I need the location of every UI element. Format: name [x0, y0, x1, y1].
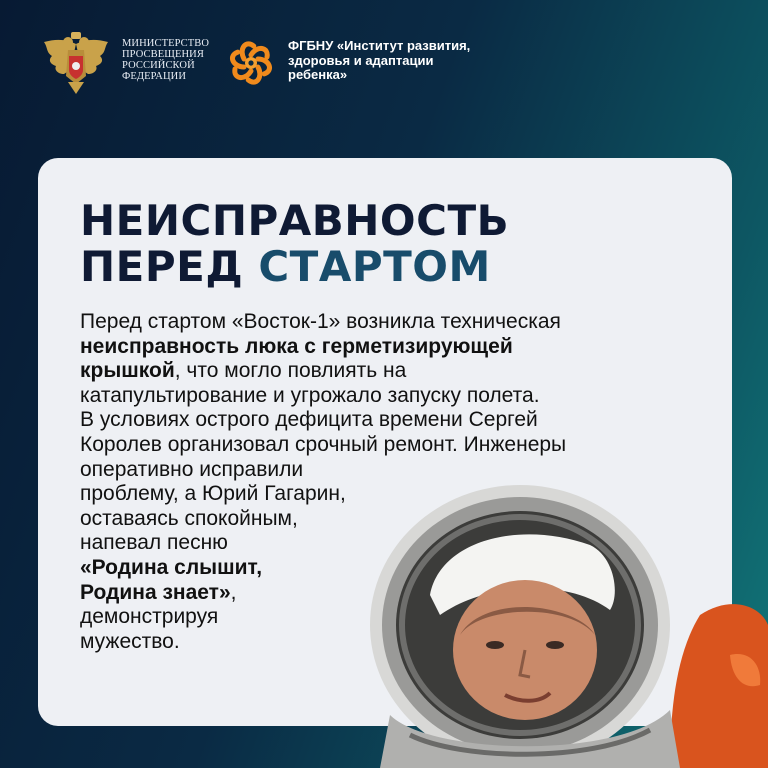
- cosmonaut-photo: [370, 485, 768, 768]
- page-title: [80, 198, 509, 290]
- bold-song-title: Родина знает»: [80, 580, 231, 604]
- title-line-1: НЕИСПРАВНОСТЬ: [80, 196, 510, 245]
- body-fragment: ,: [230, 580, 237, 604]
- body-line: оперативно исправили: [80, 457, 304, 481]
- ministry-line: РОССИЙСКОЙ: [122, 60, 195, 71]
- institute-line: ФГБНУ «Институт развития,: [288, 38, 471, 53]
- bold-phrase: крышкой: [80, 359, 175, 383]
- body-line: катапультирование и угрожало запуску полета.: [80, 383, 540, 407]
- title-line-2: [80, 244, 509, 290]
- title-accent-word: СТАРТОМ: [258, 242, 491, 291]
- ministry-line: ФЕДЕРАЦИИ: [122, 71, 187, 82]
- coat-of-arms-icon: [38, 30, 114, 96]
- body-line: напевал песню: [80, 531, 228, 555]
- header: [38, 30, 738, 94]
- ministry-line: ПРОСВЕЩЕНИЯ: [122, 49, 204, 60]
- body-line: В условиях острого дефицита времени Сергей: [80, 408, 538, 432]
- ministry-line: МИНИСТЕРСТВО: [122, 38, 210, 49]
- body-line: Королев организовал срочный ремонт. Инженеры: [80, 432, 567, 456]
- body-line: Перед стартом «Восток-1» возникла техническая: [80, 310, 561, 333]
- bold-phrase: неисправность люка с герметизирующей: [80, 334, 513, 358]
- body-line: мужество.: [80, 629, 180, 653]
- title-word: ПЕРЕД: [80, 242, 259, 291]
- institute-line: ребенка»: [288, 67, 348, 82]
- body-line: демонстрируя: [80, 605, 219, 629]
- body-line: оставаясь спокойным,: [80, 506, 298, 530]
- body-line: [80, 335, 720, 360]
- body-line: [80, 359, 720, 384]
- institute-line: здоровья и адаптации: [288, 52, 434, 68]
- bold-song-title: «Родина слышит,: [80, 555, 263, 579]
- institute-name: [288, 39, 548, 83]
- body-fragment: , что могло повлиять на: [174, 359, 407, 383]
- flower-logo-icon: [222, 34, 280, 92]
- body-line: проблему, а Юрий Гагарин,: [80, 482, 346, 506]
